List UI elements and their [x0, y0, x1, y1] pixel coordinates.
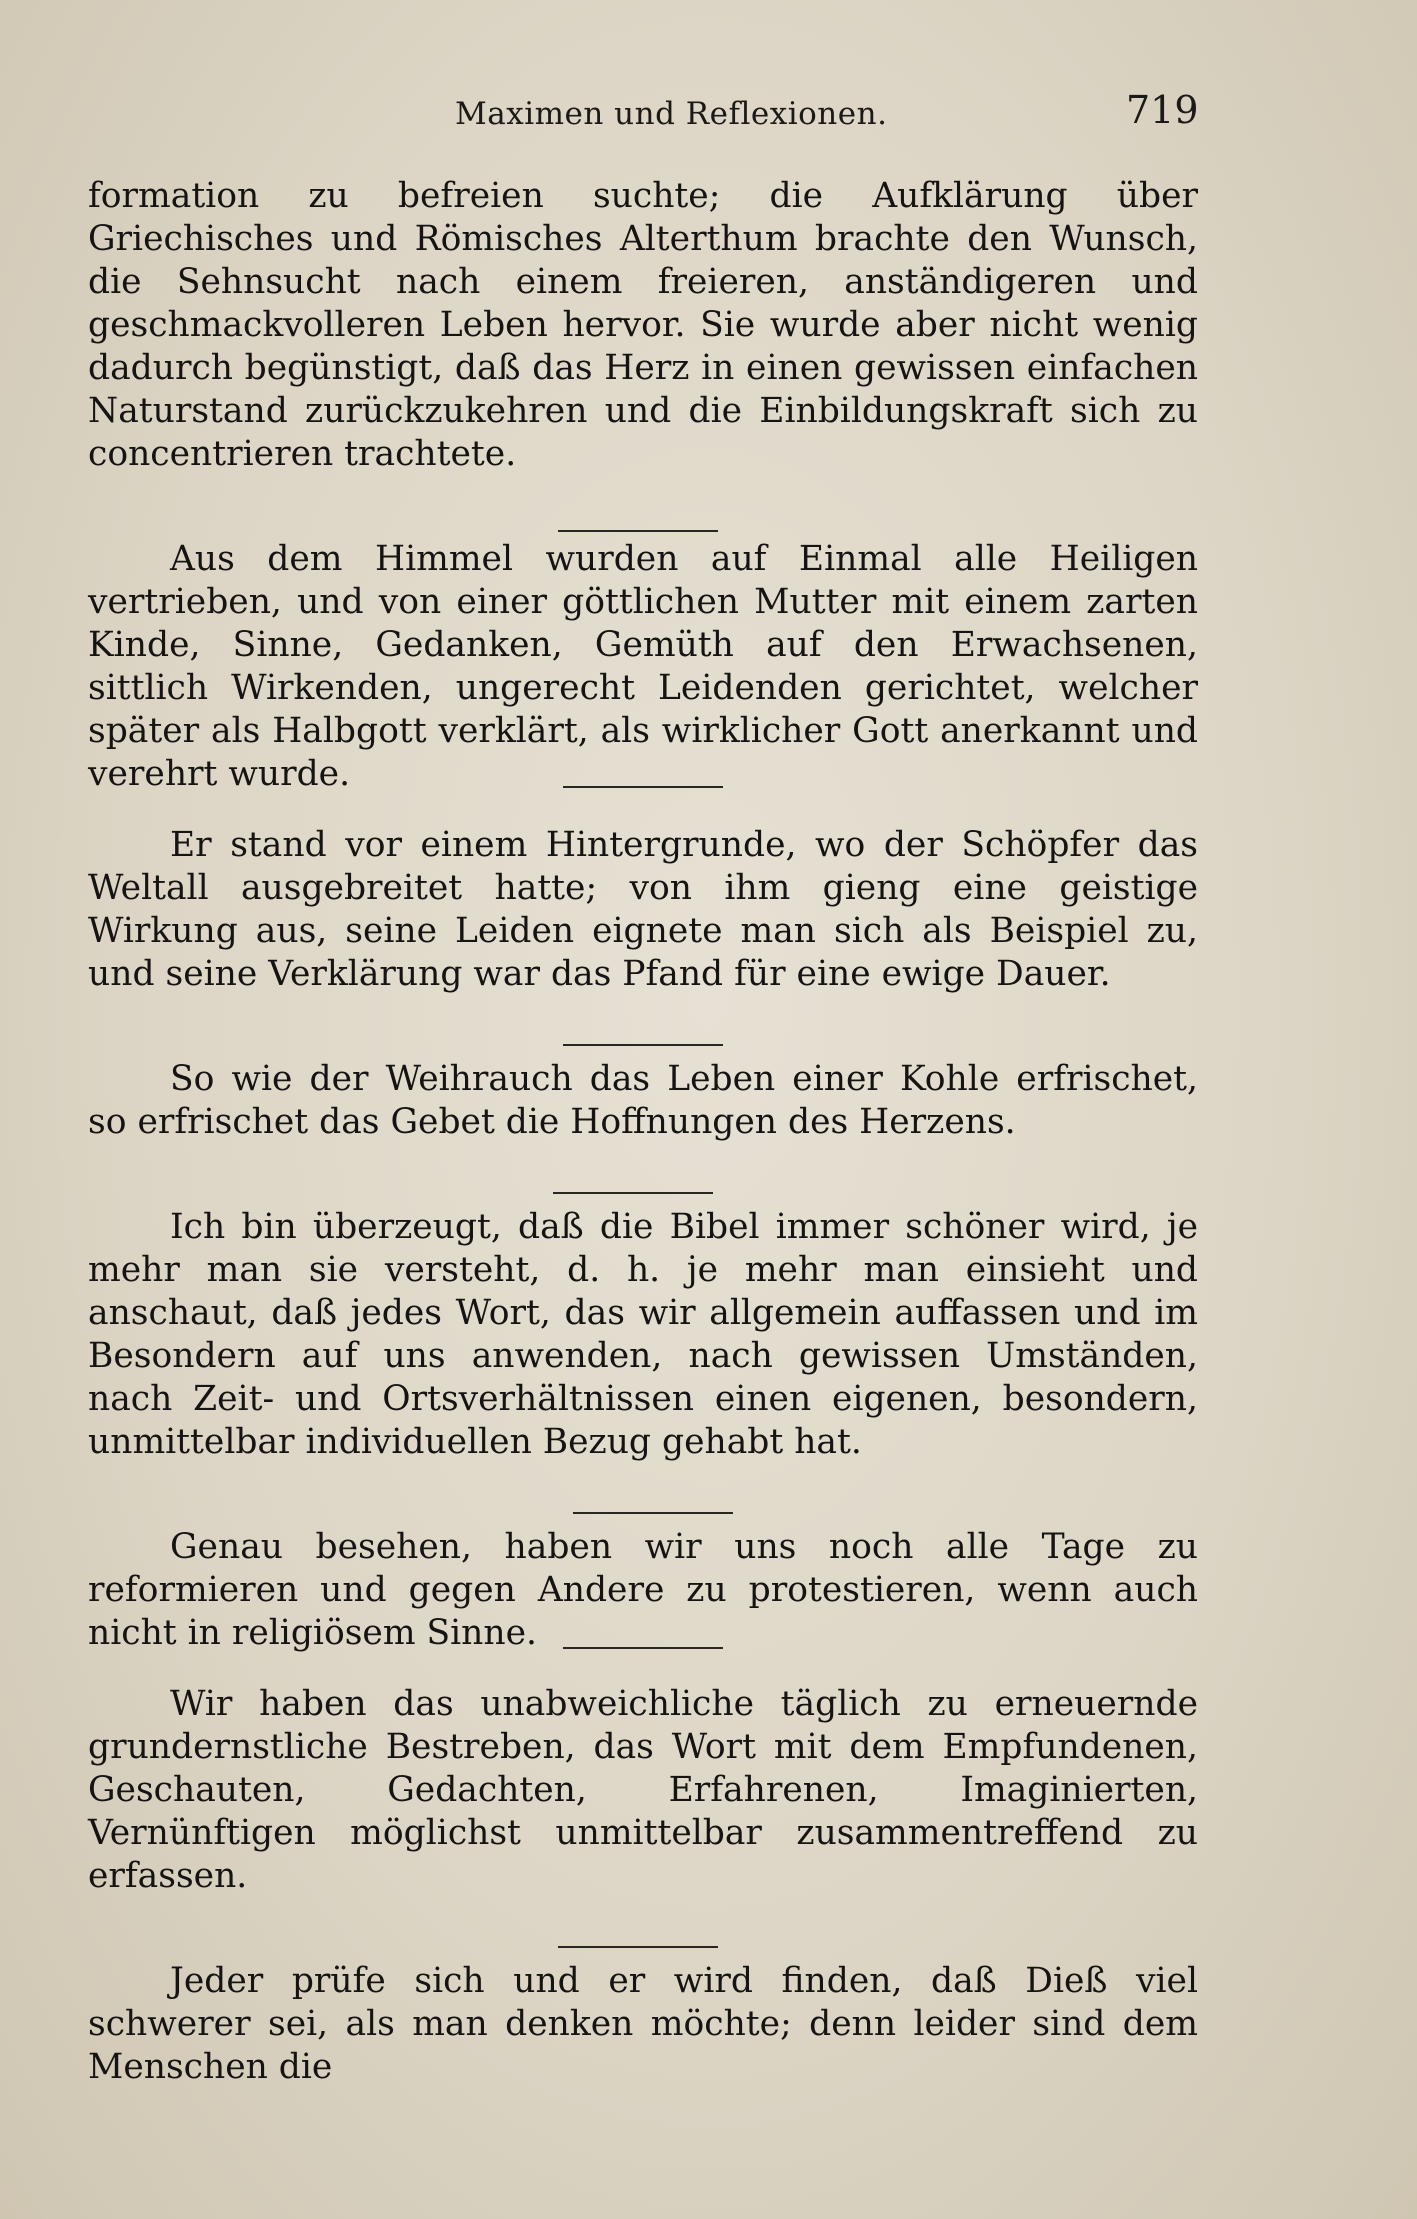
- paragraph: Genau besehen, haben wir uns noch alle Tage zu reformieren und gegen Andere zu protestieren, wenn auch nicht in religiösem Sinne.: [88, 1527, 1198, 1653]
- paragraph: Wir haben das unabweichliche täglich zu erneuernde grundernstliche Bestreben, das Wort mit dem Empfundenen, Geschauten, Gedachten, Erfahrenen, Imaginierten, Vernünftigen möglichst unmittelbar zusammentreffend zu erfassen.: [88, 1684, 1198, 1896]
- section-divider: [553, 1192, 713, 1194]
- section-divider: [563, 1044, 723, 1046]
- section-divider: [558, 1946, 718, 1948]
- page-number: 719: [1126, 88, 1199, 132]
- running-head-title: Maximen und Reflexionen.: [455, 96, 888, 132]
- paragraph: So wie der Weihrauch das Leben einer Kohle erfrischet, so erfrischet das Gebet die Hoffnungen des Herzens.: [88, 1059, 1198, 1142]
- page-body: [88, 175, 1198, 2089]
- paragraph: Aus dem Himmel wurden auf Einmal alle Heiligen vertrieben, und von einer göttlichen Mutter mit einem zarten Kinde, Sinne, Gedanken, Gemüth auf den Erwachsenen, sittlich Wirkenden, ungerecht Leidenden gerichtet, welcher später als Halbgott verklärt, als wirklicher Gott anerkannt und verehrt wurde.: [88, 539, 1198, 794]
- paragraph-continues: Jeder prüfe sich und er wird finden, daß Dieß viel schwerer sei, als man denken möchte; denn leider sind dem Menschen die: [88, 1961, 1198, 2087]
- section-divider: [558, 530, 718, 532]
- paragraph-continued: formation zu befreien suchte; die Aufklärung über Griechisches und Römisches Alterthum brachte den Wunsch, die Sehnsucht nach einem freieren, anständigeren und geschmackvolleren Leben hervor. Sie wurde aber nicht wenig dadurch begünstigt, daß das Herz in einen gewissen einfachen Naturstand zurückzukehren und die Einbildungskraft sich zu concentrieren trachtete.: [88, 176, 1198, 474]
- section-divider: [573, 1512, 733, 1514]
- section-divider: [563, 786, 723, 788]
- paragraph: Ich bin überzeugt, daß die Bibel immer schöner wird, je mehr man sie versteht, d. h. je mehr man einsieht und anschaut, daß jedes Wort, das wir allgemein auffassen und im Besondern auf uns anwenden, nach gewissen Umständen, nach Zeit- und Ortsverhältnissen einen eigenen, besondern, unmittelbar individuellen Bezug gehabt hat.: [88, 1207, 1198, 1462]
- paragraph: Er stand vor einem Hintergrunde, wo der Schöpfer das Weltall ausgebreitet hatte; von ihm gieng eine geistige Wirkung aus, seine Leiden eignete man sich als Beispiel zu, und seine Verklärung war das Pfand für eine ewige Dauer.: [88, 825, 1198, 994]
- section-divider: [563, 1647, 723, 1649]
